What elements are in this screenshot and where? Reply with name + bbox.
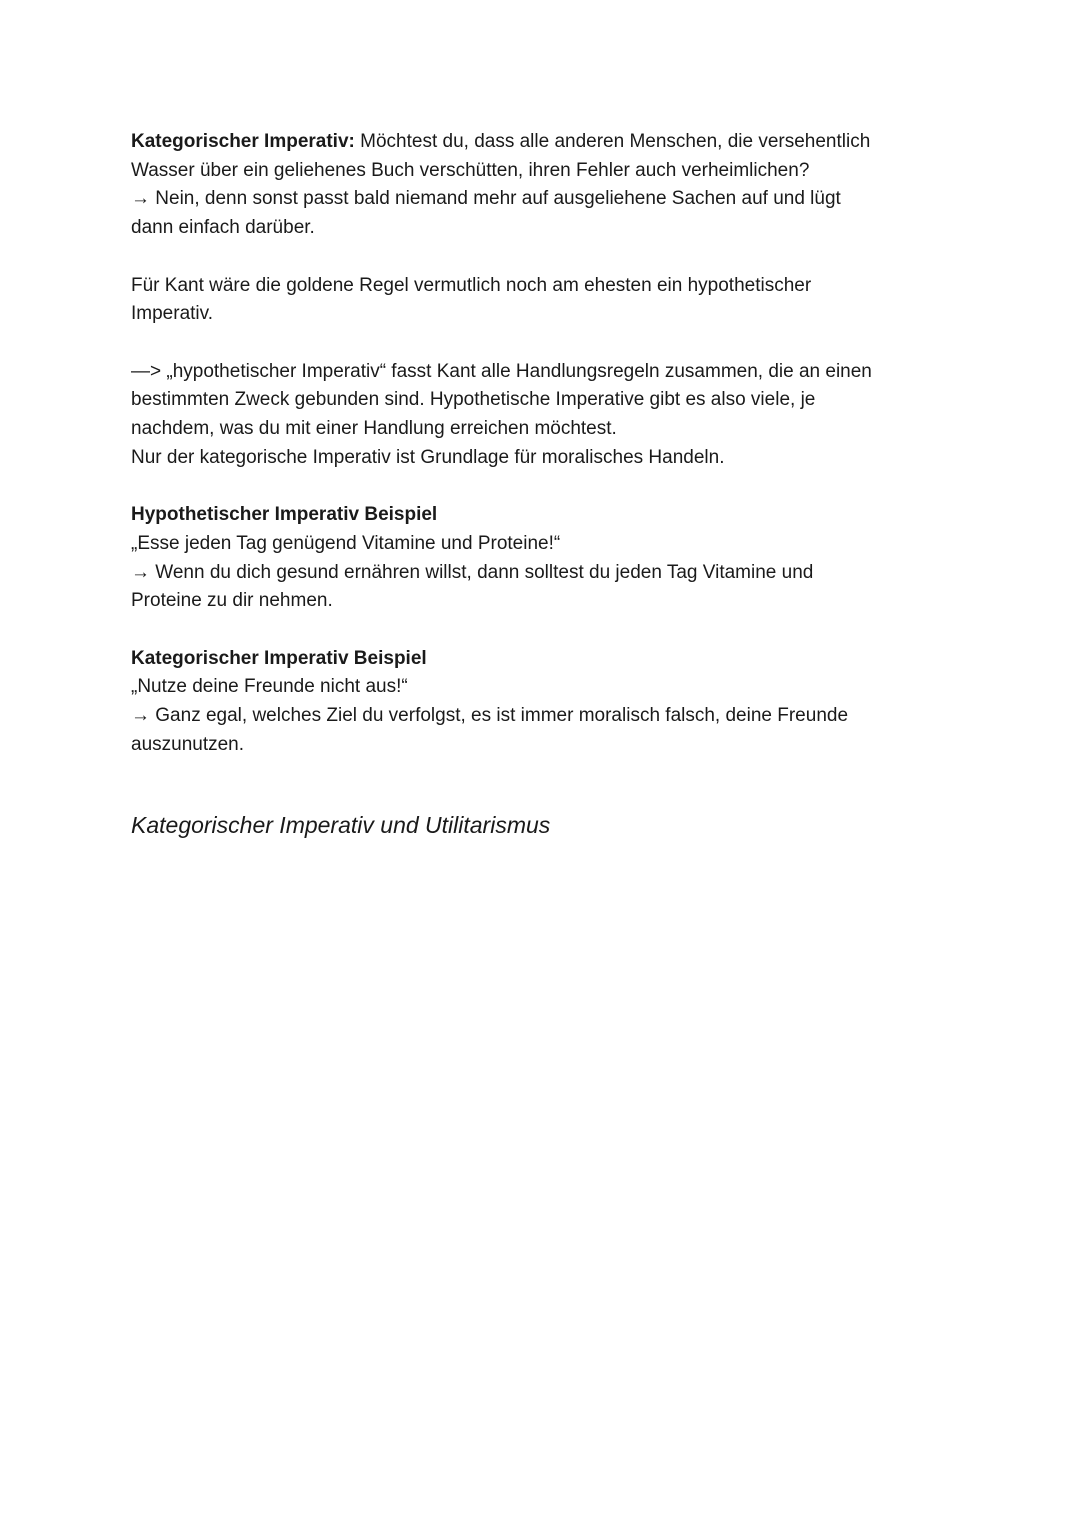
goldene-regel-line-2: Imperativ. [131,303,214,325]
question-line-1-text: Möchtest du, dass alle anderen Menschen, die versehentlich [354,131,871,152]
goldene-regel-paragraph [131,272,951,329]
definition-line-4: Nur der kategorische Imperativ ist Grundlage für moralisches Handeln. [131,446,725,468]
hypothetischer-beispiel [131,501,951,616]
question-line-2: Wasser über ein geliehenes Buch verschütten, ihren Fehler auch verheimlichen? [131,159,810,181]
kategorischer-imperativ-label: Kategorischer Imperativ: [131,131,355,152]
goldene-regel-line-1: Für Kant wäre die goldene Regel vermutlich noch am ehesten ein hypothetischer [131,274,812,296]
definition-line-3: nachdem, was du mit einer Handlung erreichen möchtest. [131,418,617,439]
kategorischer-beispiel-title: Kategorischer Imperativ Beispiel [131,647,427,669]
hypothetischer-beispiel-line-1: → Wenn du dich gesund ernähren willst, dann solltest du jeden Tag Vitamine und [131,561,814,583]
kategorischer-imperativ-question [131,128,951,243]
hypothetischer-imperativ-definition [131,358,951,473]
question-line-1 [131,128,951,157]
definition-line-2: bestimmten Zweck gebunden sind. Hypothetische Imperative gibt es also viele, je [131,389,816,411]
answer-line-2: dann einfach darüber. [131,217,315,239]
kategorischer-beispiel [131,645,951,760]
document-page [131,128,951,841]
kategorischer-beispiel-line-1: → Ganz egal, welches Ziel du verfolgst, es ist immer moralisch falsch, deine Freunde [131,705,849,726]
section-heading: Kategorischer Imperativ und Utilitarismus [131,812,551,839]
answer-line-1: → Nein, denn sonst passt bald niemand mehr auf ausgeliehene Sachen auf und lügt [131,188,841,210]
kategorischer-beispiel-line-2: auszunutzen. [131,733,245,755]
kategorischer-beispiel-quote: „Nutze deine Freunde nicht aus!“ [131,676,408,698]
definition-line-1: —> „hypothetischer Imperativ“ fasst Kant alle Handlungsregeln zusammen, die an einen [131,360,872,382]
hypothetischer-beispiel-title: Hypothetischer Imperativ Beispiel [131,504,438,526]
hypothetischer-beispiel-quote: „Esse jeden Tag genügend Vitamine und Proteine!“ [131,532,561,554]
hypothetischer-beispiel-line-2: Proteine zu dir nehmen. [131,590,333,612]
